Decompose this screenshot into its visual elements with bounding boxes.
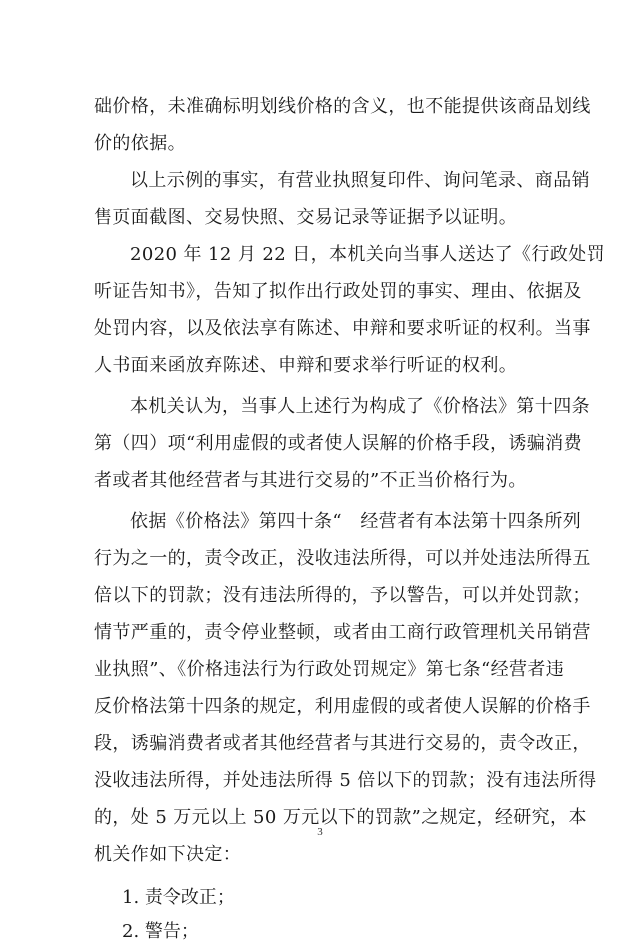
text-line: 第（四）项“利用虚假的或者使人误解的价格手段，诱骗消费	[94, 433, 582, 454]
text-line: 段，诱骗消费者或者其他经营者与其进行交易的，责令改正，	[94, 733, 591, 754]
text-line: 反价格法第十四条的规定，利用虚假的或者使人误解的价格手	[94, 696, 591, 717]
text-line: 行为之一的，责令改正，没收违法所得，可以并处违法所得五	[94, 548, 591, 569]
text-line: 处罚内容，以及依法享有陈述、申辩和要求听证的权利。当事	[94, 318, 591, 339]
page-number: 3	[317, 826, 323, 838]
text-line: 情节严重的，责令停业整顿，或者由工商行政管理机关吊销营	[94, 622, 591, 643]
text-line: 业执照”、《价格违法行为行政处罚规定》第七条“经营者违	[94, 659, 565, 680]
text-line: 人书面来函放弃陈述、申辩和要求举行听证的权利。	[94, 355, 518, 376]
text-line: 价的依据。	[94, 133, 186, 154]
text-line: 础价格，未准确标明划线价格的含义，也不能提供该商品划线	[94, 96, 591, 117]
text-line: 没收违法所得，并处违法所得 5 倍以下的罚款；没有违法所得	[94, 770, 597, 791]
text-line: 机关作如下决定：	[94, 844, 242, 865]
decision-item: 2. 警告；	[122, 921, 199, 942]
text-line: 2020 年 12 月 22 日，本机关向当事人送达了《行政处罚	[130, 244, 606, 265]
text-line: 倍以下的罚款；没有违法所得的，予以警告，可以并处罚款；	[94, 585, 591, 606]
text-line: 者或者其他经营者与其进行交易的”不正当价格行为。	[94, 470, 527, 491]
text-line: 本机关认为，当事人上述行为构成了《价格法》第十四条	[130, 396, 590, 417]
decision-item: 1. 责令改正；	[122, 887, 235, 908]
text-line: 的，处 5 万元以上 50 万元以下的罚款”之规定，经研究，本	[94, 807, 587, 828]
text-line: 听证告知书》，告知了拟作出行政处罚的事实、理由、依据及	[94, 281, 582, 302]
text-line: 以上示例的事实，有营业执照复印件、询问笔录、商品销	[130, 170, 590, 191]
text-line: 售页面截图、交易快照、交易记录等证据予以证明。	[94, 207, 518, 228]
document-body	[94, 88, 606, 949]
text-line: 依据《价格法》第四十条“ 经营者有本法第十四条所列	[130, 511, 582, 532]
